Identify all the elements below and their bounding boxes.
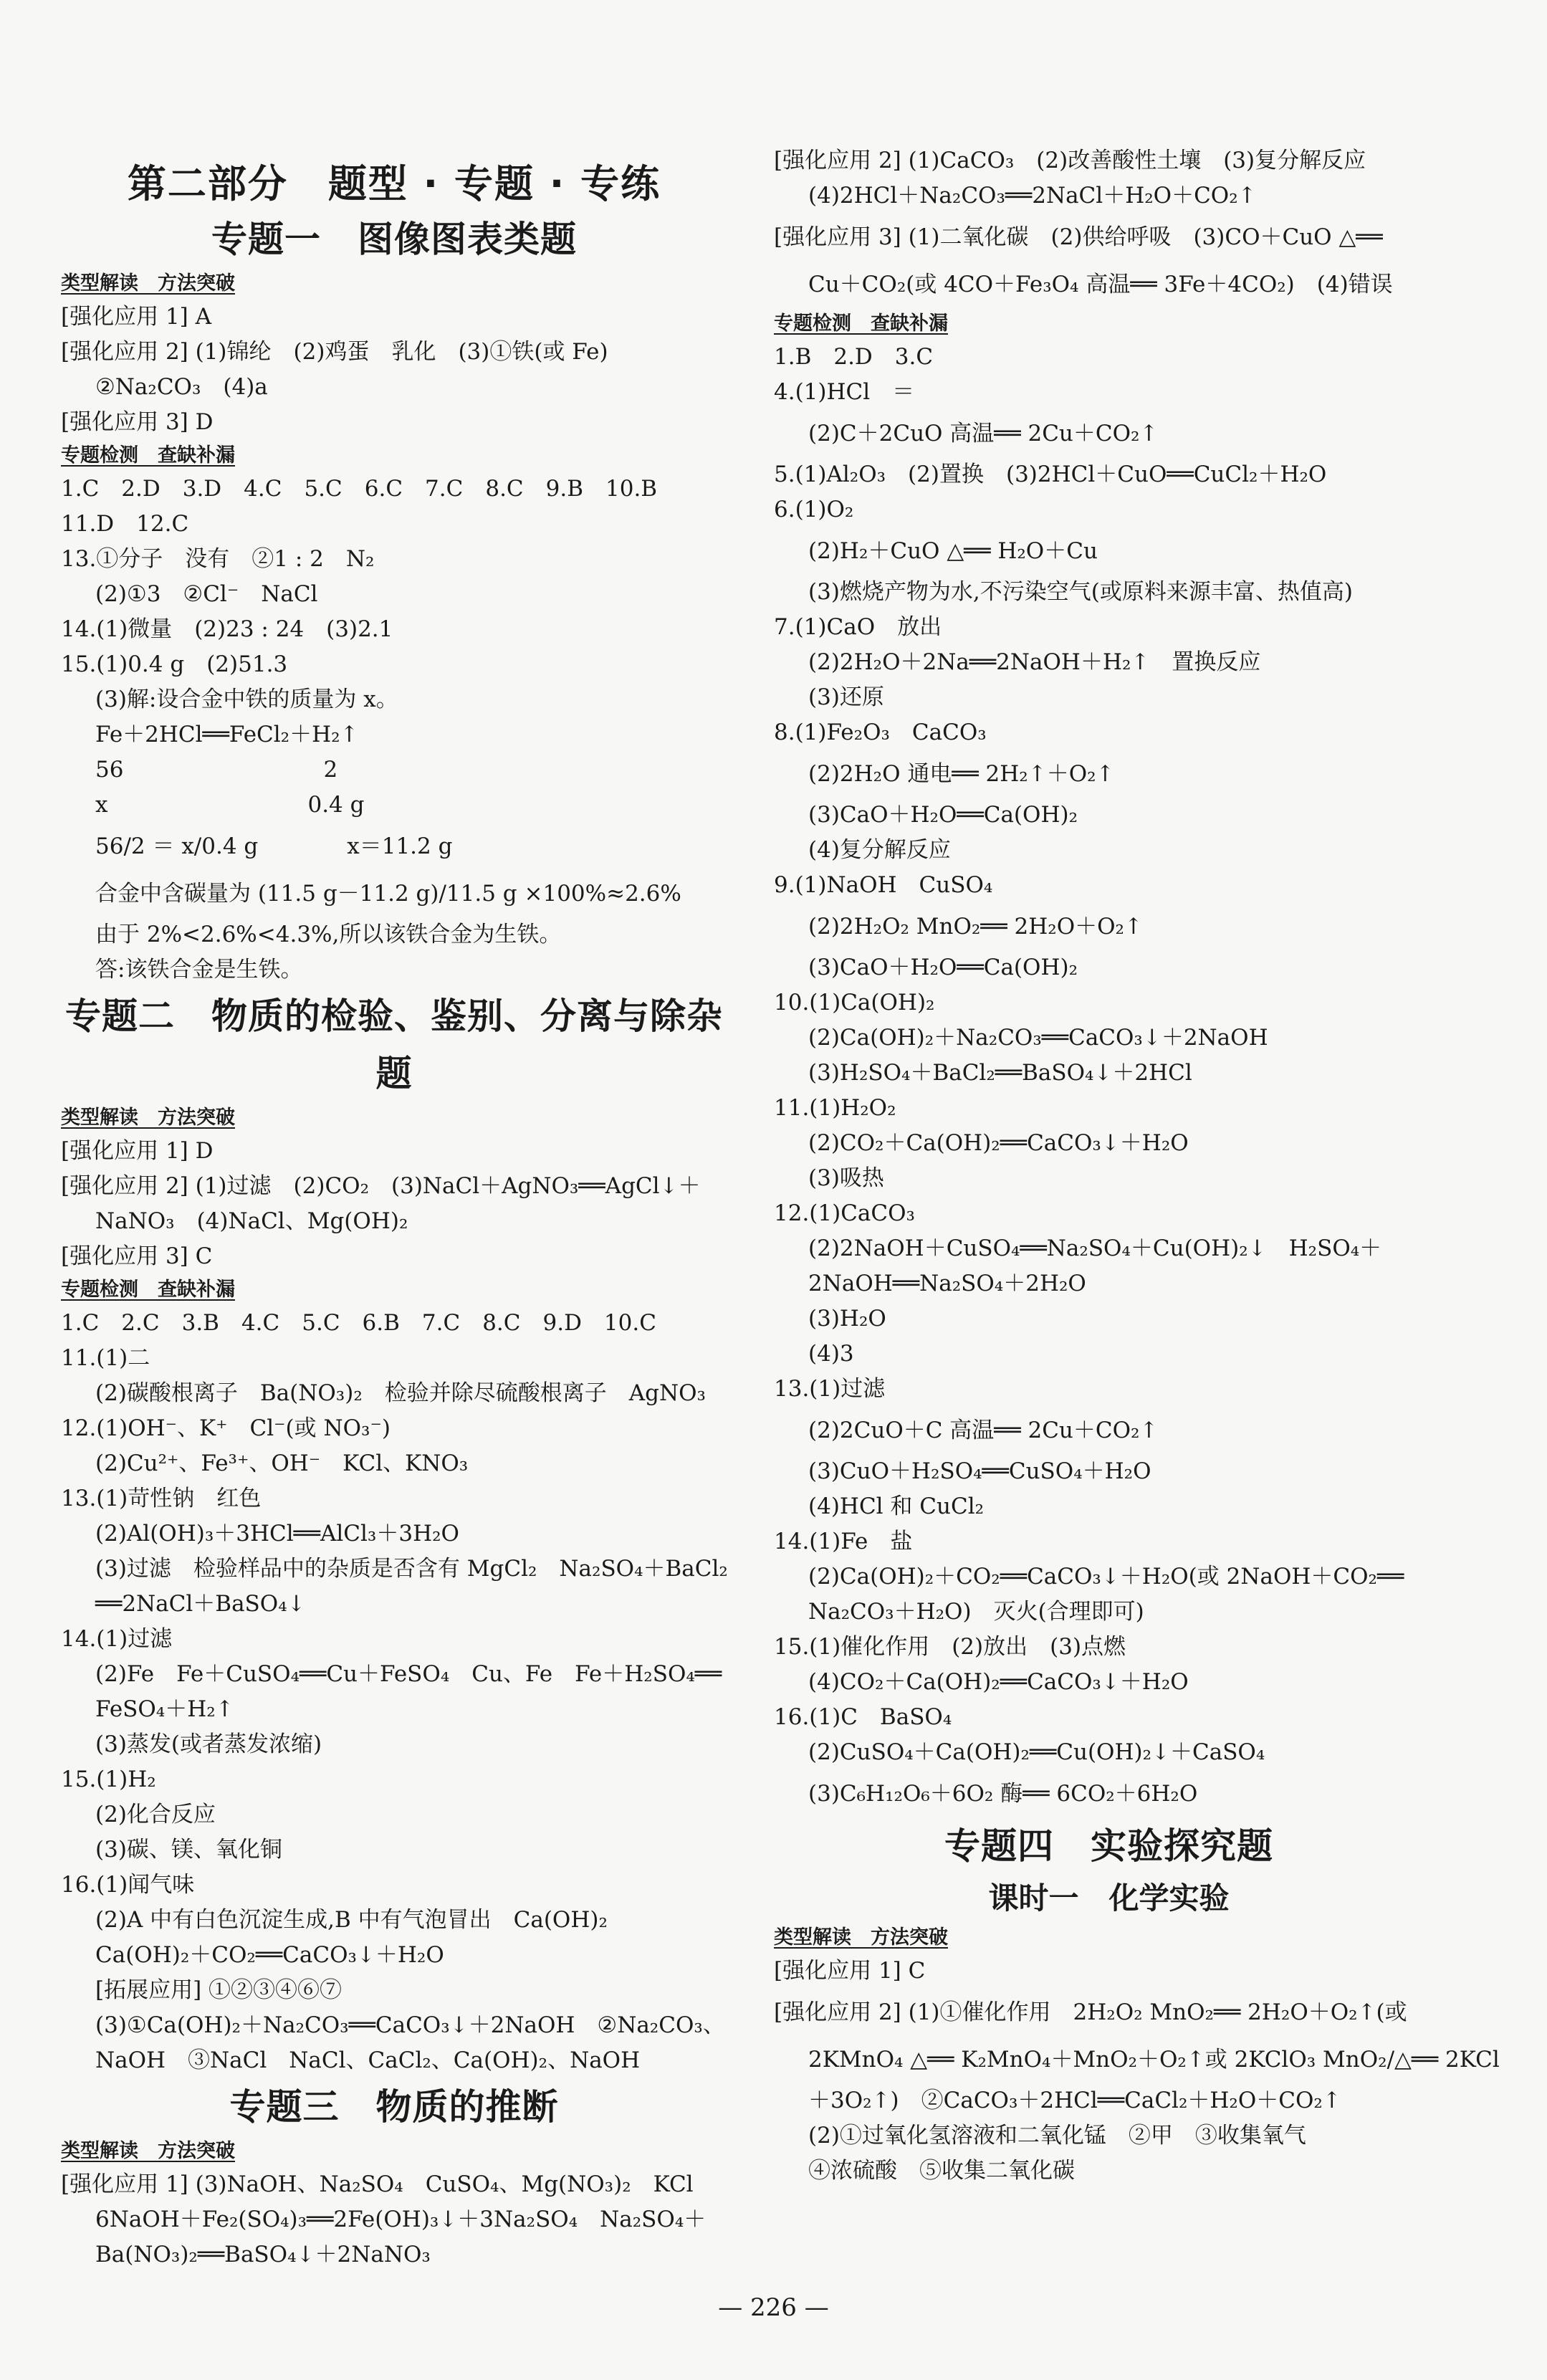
answer-line: [拓展应用] ①②③④⑥⑦ [95,1977,343,2003]
section-1-title: 专题一 图像图表类题 [211,219,577,260]
section-4-subtitle: 课时一 化学实验 [988,1880,1230,1916]
answer-line: ②Na₂CO₃ (4)a [95,374,268,400]
answer-line: (2)Fe Fe＋CuSO₄══Cu＋FeSO₄ Cu、Fe Fe＋H₂SO₄══ [95,1661,722,1687]
answer-line: (2)Ca(OH)₂＋Na₂CO₃══CaCO₃↓＋2NaOH [808,1025,1268,1051]
answer-line: 1.B 2.D 3.C [774,344,934,370]
answer-line: 11.D 12.C [61,511,189,537]
answer-line: 12.(1)CaCO₃ [774,1200,915,1226]
answer-line: NaNO₃ (4)NaCl、Mg(OH)₂ [95,1208,408,1234]
answer-line: Ca(OH)₂＋CO₂══CaCO₃↓＋H₂O [95,1942,444,1968]
answer-line: (3)吸热 [808,1165,884,1191]
answer-line: 14.(1)微量 (2)23 : 24 (3)2.1 [61,616,393,642]
answer-line: 由于 2%<2.6%<4.3%,所以该铁合金为生铁。 [95,922,562,947]
left-column [61,143,727,2273]
answer-line: 6.(1)O₂ [774,497,854,522]
answer-line: 15.(1)催化作用 (2)放出 (3)点燃 [774,1634,1126,1660]
answer-line: (2)CuSO₄＋Ca(OH)₂══Cu(OH)₂↓＋CaSO₄ [808,1739,1265,1765]
answer-line: 14.(1)Fe 盐 [774,1529,913,1554]
section-3-title: 专题三 物质的推断 [229,2086,559,2128]
section-3-label-test: 专题检测 查缺补漏 [774,312,948,335]
answer-line: (3)H₂SO₄＋BaCl₂══BaSO₄↓＋2HCl [808,1060,1192,1086]
part-title: 第二部分 题型 · 专题 · 专练 [127,161,661,206]
answer-line: 16.(1)C BaSO₄ [774,1704,952,1730]
answer-line: (4)2HCl＋Na₂CO₃══2NaCl＋H₂O＋CO₂↑ [808,183,1257,209]
answer-line: (2)2H₂O＋2Na══2NaOH＋H₂↑ 置换反应 [808,649,1261,675]
page-number: — 226 — [718,2293,829,2322]
answer-line: (2)CO₂＋Ca(OH)₂══CaCO₃↓＋H₂O [808,1130,1189,1156]
answer-line: Na₂CO₃＋H₂O) 灭火(合理即可) [808,1599,1144,1625]
answer-line: (3)蒸发(或者蒸发浓缩) [95,1731,322,1757]
answer-line: (2)Cu²⁺、Fe³⁺、OH⁻ KCl、KNO₃ [95,1451,469,1476]
section-2-label-test: 专题检测 查缺补漏 [61,1279,235,1301]
answer-line: (2)2H₂O 通电══ 2H₂↑＋O₂↑ [808,761,1115,787]
answer-line: (2)Al(OH)₃＋3HCl══AlCl₃＋3H₂O [95,1521,459,1547]
answer-line: 56/2 ＝ x/0.4 g x＝11.2 g [95,833,453,859]
answer-line: [强化应用 1] D [61,1138,214,1164]
answer-line: 1.C 2.C 3.B 4.C 5.C 6.B 7.C 8.C 9.D 10.C [61,1310,656,1336]
answer-line: (3)还原 [808,684,884,710]
answer-line: [强化应用 1] C [774,1958,926,1984]
answer-line: ＋3O₂↑) ②CaCO₃＋2HCl══CaCl₂＋H₂O＋CO₂↑ [808,2088,1341,2113]
answer-line: 10.(1)Ca(OH)₂ [774,990,935,1015]
section-2-title: 专题二 物质的检验、鉴别、分离与除杂题 [65,995,723,1094]
answer-line: Ba(NO₃)₂══BaSO₄↓＋2NaNO₃ [95,2242,431,2267]
answer-line: 11.(1)二 [61,1345,150,1371]
answer-line: 13.(1)苛性钠 红色 [61,1486,262,1511]
answer-line: ══2NaCl＋BaSO₄↓ [95,1591,306,1617]
right-column [774,143,1500,2189]
answer-line: (2)①过氧化氢溶液和二氧化锰 ②甲 ③收集氧气 [808,2123,1306,2149]
answer-line: 9.(1)NaOH CuSO₄ [774,872,993,898]
answer-line: (3)CuO＋H₂SO₄══CuSO₄＋H₂O [808,1458,1151,1484]
answer-line: 13.①分子 没有 ②1 : 2 N₂ [61,546,375,572]
answer-line: [强化应用 3] D [61,409,214,435]
answer-line: (4)CO₂＋Ca(OH)₂══CaCO₃↓＋H₂O [808,1669,1189,1695]
answer-line: 8.(1)Fe₂O₃ CaCO₃ [774,720,987,745]
answer-line: ④浓硫酸 ⑤收集二氧化碳 [808,2158,1075,2184]
answer-line: FeSO₄＋H₂↑ [95,1696,234,1722]
answer-line: [强化应用 2] (1)①催化作用 2H₂O₂ MnO₂══ 2H₂O＋O₂↑(或 [774,1999,1407,2025]
section-4-title: 专题四 实验探究题 [944,1825,1273,1867]
answer-line: (3)CaO＋H₂O══Ca(OH)₂ [808,802,1078,828]
answer-line: 15.(1)H₂ [61,1767,156,1792]
answer-line: (2)2H₂O₂ MnO₂══ 2H₂O＋O₂↑ [808,914,1143,940]
answer-line: 答:该铁合金是生铁。 [95,957,303,983]
answer-line: 13.(1)过滤 [774,1376,886,1402]
answer-line: (2)H₂＋CuO △══ H₂O＋Cu [808,538,1098,564]
section-4-label-methods: 类型解读 方法突破 [774,1926,948,1949]
answer-line: NaOH ③NaCl NaCl、CaCl₂、Ca(OH)₂、NaOH [95,2047,641,2073]
answer-line: 15.(1)0.4 g (2)51.3 [61,651,288,677]
answer-line: (4)HCl 和 CuCl₂ [808,1494,985,1519]
answer-line: Cu＋CO₂(或 4CO＋Fe₃O₄ 高温══ 3Fe＋4CO₂) (4)错误 [808,272,1393,297]
section-1-label-methods: 类型解读 方法突破 [61,272,235,295]
answer-line: 2KMnO₄ △══ K₂MnO₄＋MnO₂＋O₂↑或 2KClO₃ MnO₂/△══ 2KCl [808,2047,1500,2073]
answer-line: (2)2NaOH＋CuSO₄══Na₂SO₄＋Cu(OH)₂↓ H₂SO₄＋ [808,1236,1382,1261]
answer-line: x 0.4 g [95,792,365,818]
answer-line: [强化应用 3] C [61,1243,213,1269]
answer-line: (3)①Ca(OH)₂＋Na₂CO₃══CaCO₃↓＋2NaOH ②Na₂CO₃、 [95,2012,725,2038]
answer-line: (3)燃烧产物为水,不污染空气(或原料来源丰富、热值高) [808,579,1353,605]
answer-line: 56 2 [95,757,338,783]
answer-line: [强化应用 2] (1)锦纶 (2)鸡蛋 乳化 (3)①铁(或 Fe) [61,339,608,365]
answer-line: (4)复分解反应 [808,837,951,863]
answer-line: [强化应用 3] (1)二氧化碳 (2)供给呼吸 (3)CO＋CuO △══ [774,224,1383,250]
answer-line: 5.(1)Al₂O₃ (2)置换 (3)2HCl＋CuO══CuCl₂＋H₂O [774,462,1327,487]
answer-line: 2NaOH══Na₂SO₄＋2H₂O [808,1271,1086,1296]
answer-line: 7.(1)CaO 放出 [774,614,942,640]
answer-line: (2)①3 ②Cl⁻ NaCl [95,581,318,607]
answer-line: (2)C＋2CuO 高温══ 2Cu＋CO₂↑ [808,421,1159,446]
answer-line: 11.(1)H₂O₂ [774,1095,896,1121]
answer-line: 合金中含碳量为 (11.5 g－11.2 g)/11.5 g ×100%≈2.6% [95,881,681,907]
answer-line: (3)过滤 检验样品中的杂质是否含有 MgCl₂ Na₂SO₄＋BaCl₂ [95,1556,728,1582]
answer-line: [强化应用 1] A [61,304,212,330]
answer-line: (3)C₆H₁₂O₆＋6O₂ 酶══ 6CO₂＋6H₂O [808,1781,1198,1807]
answer-line: (3)CaO＋H₂O══Ca(OH)₂ [808,955,1078,980]
answer-line: (4)3 [808,1341,854,1367]
answer-line: 6NaOH＋Fe₂(SO₄)₃══2Fe(OH)₃↓＋3Na₂SO₄ Na₂SO₄＋ [95,2207,707,2232]
answer-line: (3)H₂O [808,1306,886,1332]
answer-line: (3)碳、镁、氧化铜 [95,1837,282,1863]
answer-line: 4.(1)HCl ＝ [774,379,915,405]
answer-line: (2)A 中有白色沉淀生成,B 中有气泡冒出 Ca(OH)₂ [95,1907,608,1933]
section-3-label-methods: 类型解读 方法突破 [61,2140,235,2162]
answer-line: 16.(1)闻气味 [61,1872,195,1898]
answer-line: [强化应用 2] (1)CaCO₃ (2)改善酸性土壤 (3)复分解反应 [774,148,1366,173]
section-1-label-test: 专题检测 查缺补漏 [61,444,235,467]
answer-line: 1.C 2.D 3.D 4.C 5.C 6.C 7.C 8.C 9.B 10.B [61,476,658,502]
answer-line: (2)碳酸根离子 Ba(NO₃)₂ 检验并除尽硫酸根离子 AgNO₃ [95,1380,706,1406]
answer-line: (3)解:设合金中铁的质量为 x。 [95,687,398,712]
answer-line: (2)Ca(OH)₂＋CO₂══CaCO₃↓＋H₂O(或 2NaOH＋CO₂══ [808,1564,1404,1590]
section-2-label-methods: 类型解读 方法突破 [61,1107,235,1129]
answer-line: [强化应用 2] (1)过滤 (2)CO₂ (3)NaCl＋AgNO₃══AgCl↓＋ [61,1173,701,1199]
answer-line: 14.(1)过滤 [61,1626,173,1652]
answer-line: (2)2CuO＋C 高温══ 2Cu＋CO₂↑ [808,1418,1159,1443]
answer-line: 12.(1)OH⁻、K⁺ Cl⁻(或 NO₃⁻) [61,1415,391,1441]
answer-line: (2)化合反应 [95,1802,216,1827]
answer-line: Fe＋2HCl══FeCl₂＋H₂↑ [95,722,359,747]
answer-line: [强化应用 1] (3)NaOH、Na₂SO₄ CuSO₄、Mg(NO₃)₂ KCl [61,2171,694,2197]
